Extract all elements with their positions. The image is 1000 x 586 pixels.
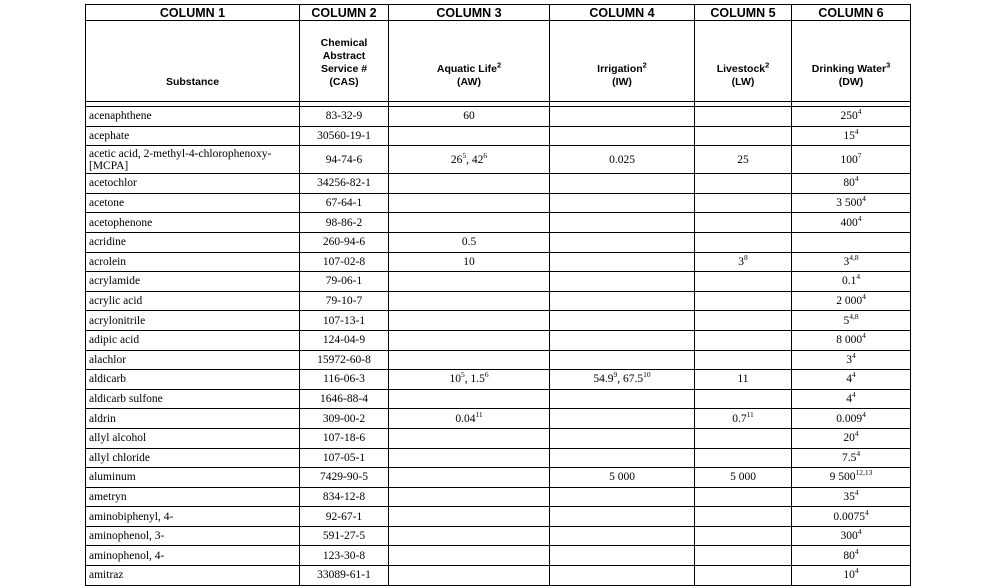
footnote-ref: 9	[613, 370, 618, 380]
table-row	[86, 370, 911, 390]
substance-cell: acetophenone	[86, 213, 300, 233]
footnote-ref: 4,8	[849, 311, 859, 321]
footnote-ref: 10	[643, 370, 651, 380]
cas-cell: 124-04-9	[300, 330, 389, 350]
value-text: 10	[463, 255, 475, 268]
lw-value-cell	[695, 428, 792, 448]
table-row	[86, 526, 911, 546]
dw-value-cell	[792, 350, 911, 370]
substance-cell: acrylic acid	[86, 291, 300, 311]
column-number: COLUMN 1	[86, 5, 300, 21]
iw-value-cell	[550, 193, 695, 213]
iw-value-cell	[550, 566, 695, 586]
value-text: 54.9	[593, 373, 614, 386]
header-livestock	[695, 21, 792, 102]
lw-value-cell	[695, 350, 792, 370]
footnote-ref: 11	[746, 409, 754, 419]
cas-cell: 107-05-1	[300, 448, 389, 468]
header-irrigation	[550, 21, 695, 102]
iw-value-cell	[550, 546, 695, 566]
header-drinking-water	[792, 21, 911, 102]
iw-value-cell	[550, 487, 695, 507]
aw-value-cell	[389, 526, 550, 546]
header-title: Aquatic Life	[436, 63, 497, 75]
dw-value-cell	[792, 272, 911, 292]
table-row	[86, 566, 911, 586]
value-text: 5 000	[609, 471, 635, 484]
value-text: 80	[843, 549, 855, 562]
substance-cell: acenaphthene	[86, 107, 300, 127]
cas-cell: 107-18-6	[300, 428, 389, 448]
substance-cell: aluminum	[86, 468, 300, 488]
value-text: 20	[843, 432, 855, 445]
value-text: 3	[738, 255, 744, 268]
value-text: 25	[737, 153, 749, 166]
dw-value-cell	[792, 507, 911, 527]
aw-value-cell	[389, 487, 550, 507]
table-row	[86, 389, 911, 409]
header-footnote: 2	[765, 60, 770, 70]
column-number: COLUMN 4	[550, 5, 695, 21]
cas-cell: 94-74-6	[300, 146, 389, 174]
cas-cell: 107-13-1	[300, 311, 389, 331]
iw-value-cell	[550, 468, 695, 488]
table-row	[86, 193, 911, 213]
aw-value-cell	[389, 126, 550, 146]
substance-cell: acrylamide	[86, 272, 300, 292]
footnote-ref: 4	[852, 370, 856, 380]
dw-value-cell	[792, 546, 911, 566]
dw-value-cell	[792, 487, 911, 507]
value-text: 35	[843, 490, 855, 503]
cas-cell: 1646-88-4	[300, 389, 389, 409]
table-row	[86, 146, 911, 174]
cas-cell: 15972-60-8	[300, 350, 389, 370]
table-row	[86, 232, 911, 252]
cas-cell: 34256-82-1	[300, 174, 389, 194]
lw-value-cell	[695, 370, 792, 390]
value-text: 3	[843, 255, 850, 268]
header-footnote: 2	[496, 60, 502, 70]
substance-cell: aldrin	[86, 409, 300, 429]
substance-cell: aminophenol, 4-	[86, 546, 300, 566]
substance-cell: aldicarb sulfone	[86, 389, 300, 409]
table-row	[86, 507, 911, 527]
lw-value-cell	[695, 311, 792, 331]
cas-cell: 7429-90-5	[300, 468, 389, 488]
substance-cell: aldicarb	[86, 370, 300, 390]
column-number: COLUMN 2	[300, 5, 389, 21]
dw-value-cell	[792, 566, 911, 586]
substance-cell: amitraz	[86, 566, 300, 586]
dw-value-cell	[792, 468, 911, 488]
dw-value-cell	[792, 389, 911, 409]
footnote-ref: 4	[852, 390, 856, 400]
column-header-row	[86, 21, 911, 102]
lw-value-cell	[695, 174, 792, 194]
cas-cell: 33089-61-1	[300, 566, 389, 586]
value-text: 15	[843, 129, 855, 142]
value-text: 5 000	[730, 471, 756, 484]
dw-value-cell	[792, 146, 911, 174]
value-text: 0.025	[609, 153, 635, 166]
table-row	[86, 468, 911, 488]
value-text: 80	[843, 177, 855, 190]
table-row	[86, 291, 911, 311]
value-text: 67.5	[623, 373, 644, 386]
cas-cell: 67-64-1	[300, 193, 389, 213]
footnote-ref: 4	[854, 127, 859, 137]
footnote-ref: 4	[857, 107, 862, 117]
lw-value-cell	[695, 272, 792, 292]
value-text: 5	[843, 314, 850, 327]
footnote-ref: 6	[483, 150, 488, 160]
footnote-ref: 6	[484, 370, 489, 380]
iw-value-cell	[550, 272, 695, 292]
header-title: Irrigation	[597, 63, 643, 75]
dw-value-cell	[792, 311, 911, 331]
aw-value-cell	[389, 350, 550, 370]
iw-value-cell	[550, 330, 695, 350]
table-row	[86, 126, 911, 146]
footnote-ref: 4	[852, 351, 856, 360]
dw-value-cell	[792, 330, 911, 350]
iw-value-cell	[550, 389, 695, 409]
lw-value-cell	[695, 252, 792, 272]
value-text: 4	[846, 373, 852, 386]
substance-cell: adipic acid	[86, 330, 300, 350]
aw-value-cell: $26^5$, $42^6$	[389, 146, 550, 174]
value-text: 0.009	[836, 412, 863, 425]
iw-value-cell	[550, 409, 695, 429]
footnote-ref: 5	[462, 150, 467, 160]
substance-cell: allyl chloride	[86, 448, 300, 468]
substance-cell: allyl alcohol	[86, 428, 300, 448]
column-number: COLUMN 6	[792, 5, 911, 21]
table-row	[86, 252, 911, 272]
value-text: 0.04	[455, 412, 476, 425]
dw-value-cell	[792, 291, 911, 311]
aw-value-cell	[389, 252, 550, 272]
value-text: 400	[840, 216, 858, 229]
cas-cell: 834-12-8	[300, 487, 389, 507]
header-footnote: 2	[642, 60, 647, 70]
column-number-row	[86, 5, 911, 21]
aw-value-cell	[389, 409, 550, 429]
value-text: 4	[846, 393, 852, 406]
aw-value-cell	[389, 330, 550, 350]
iw-value-cell	[550, 428, 695, 448]
cas-cell: 79-10-7	[300, 291, 389, 311]
footnote-ref: 4	[854, 546, 859, 556]
footnote-ref: 4	[862, 194, 866, 204]
footnote-ref: 4	[854, 429, 859, 439]
aw-value-cell	[389, 566, 550, 586]
aw-value-cell: $10^5$, $1.5^6$	[389, 370, 550, 390]
cas-cell: 309-00-2	[300, 409, 389, 429]
aw-value-cell	[389, 291, 550, 311]
footnote-ref: 8	[744, 253, 748, 263]
footnote-ref: 4	[857, 213, 862, 223]
iw-value-cell	[550, 448, 695, 468]
cas-cell: 116-06-3	[300, 370, 389, 390]
cas-cell: 30560-19-1	[300, 126, 389, 146]
substance-cell: acetochlor	[86, 174, 300, 194]
aw-value-cell	[389, 507, 550, 527]
dw-value-cell	[792, 428, 911, 448]
dw-value-cell	[792, 126, 911, 146]
value-text: 100	[840, 153, 858, 166]
value-text: 7.5	[841, 451, 857, 464]
table-row	[86, 107, 911, 127]
substance-cell: aminophenol, 3-	[86, 526, 300, 546]
header-abbr: (DW)	[838, 76, 864, 88]
value-text: 26	[450, 153, 463, 166]
header-title: Livestock	[716, 63, 766, 75]
iw-value-cell	[550, 291, 695, 311]
iw-value-cell	[550, 507, 695, 527]
table-row	[86, 428, 911, 448]
substance-cell: ametryn	[86, 487, 300, 507]
substance-cell: acrolein	[86, 252, 300, 272]
lw-value-cell	[695, 146, 792, 174]
lw-value-cell	[695, 409, 792, 429]
value-text: 9 500	[829, 471, 856, 484]
value-text: 3	[846, 353, 852, 366]
iw-value-cell	[550, 126, 695, 146]
footnote-ref: 12,13	[855, 468, 873, 478]
lw-value-cell	[695, 107, 792, 127]
aw-value-cell	[389, 428, 550, 448]
header-cas	[300, 21, 389, 102]
iw-value-cell	[550, 526, 695, 546]
aw-value-cell	[389, 389, 550, 409]
value-text: 0.7	[732, 412, 747, 425]
iw-value-cell	[550, 311, 695, 331]
iw-value-cell	[550, 252, 695, 272]
lw-value-cell	[695, 566, 792, 586]
table-row	[86, 409, 911, 429]
substance-cell: acridine	[86, 232, 300, 252]
dw-value-cell	[792, 448, 911, 468]
table-row	[86, 487, 911, 507]
lw-value-cell	[695, 126, 792, 146]
header-abbr: (LW)	[731, 76, 755, 88]
footnote-ref: 4	[862, 409, 866, 419]
value-text: 0.0075	[833, 510, 865, 523]
table-row	[86, 448, 911, 468]
lw-value-cell	[695, 213, 792, 233]
cas-cell: 107-02-8	[300, 252, 389, 272]
substance-cell: acephate	[86, 126, 300, 146]
value-text: 300	[840, 530, 858, 543]
substance-cell: acrylonitrile	[86, 311, 300, 331]
aw-value-cell	[389, 272, 550, 292]
header-abbr: (AW)	[457, 76, 481, 88]
dw-value-cell	[792, 232, 911, 252]
table-row	[86, 174, 911, 194]
lw-value-cell	[695, 389, 792, 409]
header-footnote: 3	[886, 60, 891, 70]
dw-value-cell	[792, 370, 911, 390]
footnote-ref: 4	[862, 331, 866, 341]
header-title: Chemical Abstract Service # (CAS)	[320, 37, 368, 88]
header-title: Substance	[165, 76, 220, 88]
substance-cell: acetic acid, 2-methyl-4-chlorophenoxy-[MCPA]	[86, 146, 300, 174]
table-row	[86, 546, 911, 566]
value-text: 8 000	[836, 334, 863, 347]
footnote-ref: 4	[856, 272, 861, 282]
aw-value-cell	[389, 311, 550, 331]
header-title: Drinking Water	[811, 63, 887, 75]
value-text: 2 000	[836, 295, 863, 308]
table-body	[86, 107, 911, 586]
table-row	[86, 311, 911, 331]
value-text: 42	[471, 153, 484, 166]
iw-value-cell	[550, 232, 695, 252]
value-text: 250	[840, 110, 858, 123]
footnote-ref: 4	[854, 174, 859, 184]
lw-value-cell	[695, 330, 792, 350]
cas-cell: 123-30-8	[300, 546, 389, 566]
footnote-ref: 11	[475, 409, 483, 419]
lw-value-cell	[695, 526, 792, 546]
cas-cell: 79-06-1	[300, 272, 389, 292]
lw-value-cell	[695, 232, 792, 252]
substance-standards-table	[85, 4, 911, 586]
table-row	[86, 213, 911, 233]
header-aquatic-life	[389, 21, 550, 102]
column-number: COLUMN 5	[695, 5, 792, 21]
dw-value-cell	[792, 107, 911, 127]
lw-value-cell	[695, 468, 792, 488]
table-row	[86, 330, 911, 350]
iw-value-cell	[550, 174, 695, 194]
cas-cell: 98-86-2	[300, 213, 389, 233]
iw-value-cell	[550, 350, 695, 370]
dw-value-cell	[792, 409, 911, 429]
footnote-ref: 4	[854, 566, 859, 576]
value-text: 11	[737, 373, 749, 386]
lw-value-cell	[695, 448, 792, 468]
dw-value-cell	[792, 174, 911, 194]
header-substance	[86, 21, 300, 102]
lw-value-cell	[695, 193, 792, 213]
header-abbr: (IW)	[612, 76, 632, 88]
value-text: 0.1	[841, 275, 857, 288]
aw-value-cell	[389, 174, 550, 194]
footnote-ref: 4	[864, 507, 869, 517]
lw-value-cell	[695, 291, 792, 311]
aw-value-cell	[389, 107, 550, 127]
substance-cell: acetone	[86, 193, 300, 213]
value-text: 60	[463, 110, 475, 123]
iw-value-cell	[550, 213, 695, 233]
substance-cell: aminobiphenyl, 4-	[86, 507, 300, 527]
dw-value-cell	[792, 526, 911, 546]
dw-value-cell	[792, 252, 911, 272]
cas-cell: 260-94-6	[300, 232, 389, 252]
lw-value-cell	[695, 507, 792, 527]
cas-cell: 83-32-9	[300, 107, 389, 127]
footnote-ref: 4,8	[849, 253, 859, 263]
footnote-ref: 4	[854, 488, 859, 498]
iw-value-cell	[550, 146, 695, 174]
aw-value-cell	[389, 448, 550, 468]
iw-value-cell	[550, 107, 695, 127]
value-text: 3 500	[836, 197, 863, 210]
table-row	[86, 272, 911, 292]
footnote-ref: 7	[857, 150, 862, 160]
aw-value-cell	[389, 468, 550, 488]
value-text: 10	[843, 569, 855, 582]
cas-cell: 92-67-1	[300, 507, 389, 527]
footnote-ref: 4	[862, 292, 866, 302]
value-text: 0.5	[461, 236, 477, 249]
table-row	[86, 350, 911, 370]
aw-value-cell	[389, 232, 550, 252]
footnote-ref: 4	[856, 448, 861, 458]
value-text: 10	[449, 373, 461, 386]
iw-value-cell: 54.9$^9$, 67.5$^{10}$	[550, 370, 695, 390]
substance-cell: alachlor	[86, 350, 300, 370]
aw-value-cell	[389, 193, 550, 213]
lw-value-cell	[695, 546, 792, 566]
aw-value-cell	[389, 213, 550, 233]
footnote-ref: 5	[460, 370, 465, 380]
cas-cell: 591-27-5	[300, 526, 389, 546]
dw-value-cell	[792, 213, 911, 233]
footnote-ref: 4	[857, 527, 862, 537]
column-number: COLUMN 3	[389, 5, 550, 21]
dw-value-cell	[792, 193, 911, 213]
aw-value-cell	[389, 546, 550, 566]
lw-value-cell	[695, 487, 792, 507]
value-text: 1.5	[470, 373, 485, 386]
